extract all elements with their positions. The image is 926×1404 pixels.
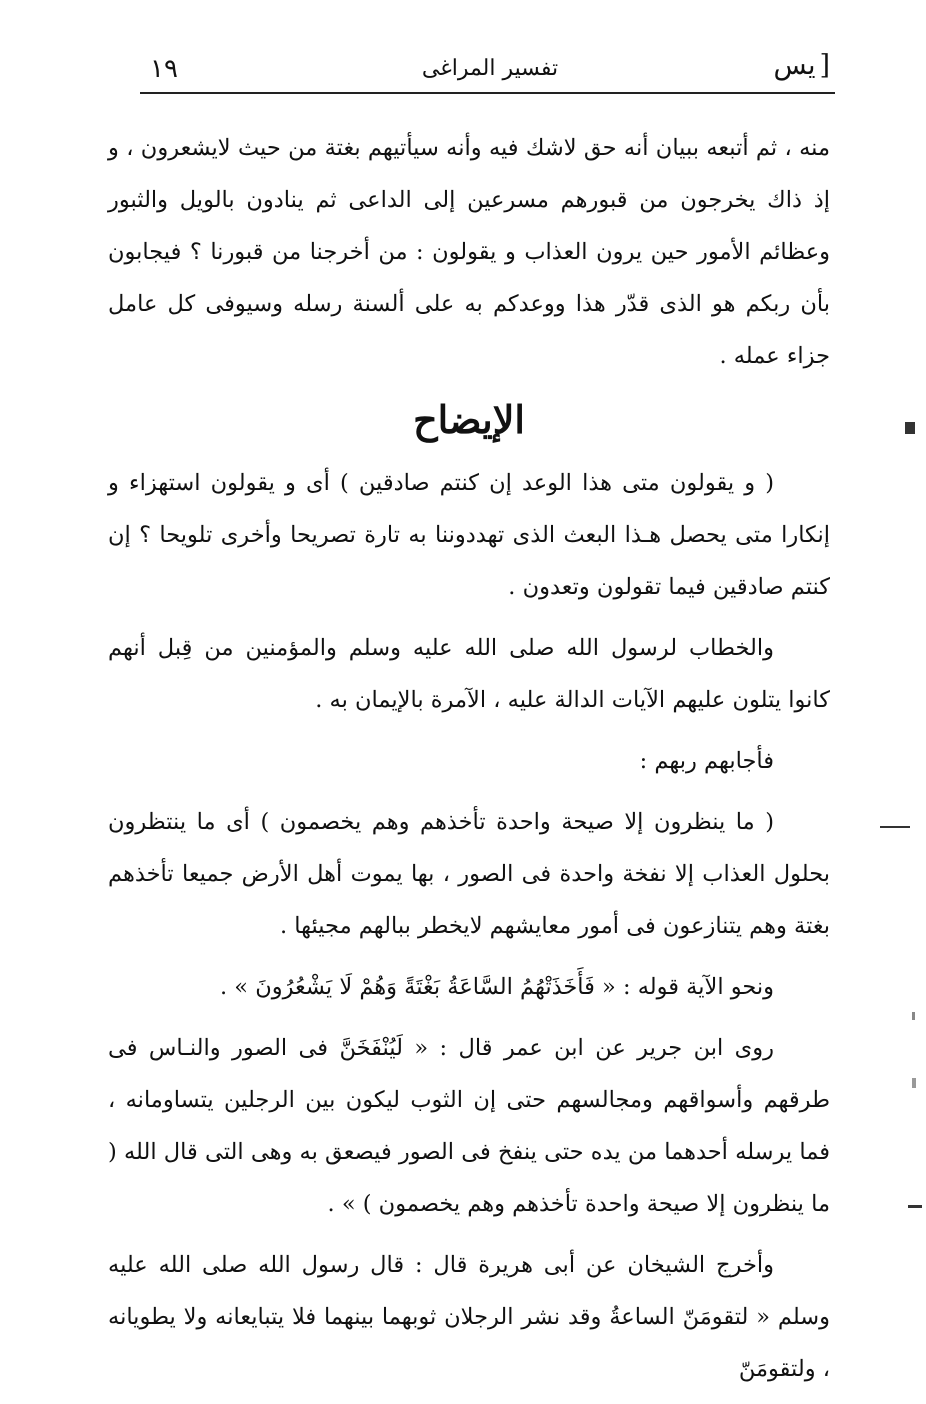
paragraph-1: ( و يقولون متى هذا الوعد إن كنتم صادقين ) أى و يقولون استهزاء و إنكارا متى يحصل هـذا البعث الذى تهددوننا به تارة تصريحا وأخرى تلويحا ؟ إن كنتم صادقين فيما تقولون وتعدون . bbox=[108, 470, 830, 600]
section-heading: الإيضاح bbox=[413, 397, 525, 442]
running-header bbox=[150, 38, 830, 98]
margin-mark bbox=[905, 422, 915, 434]
paragraph-6: روى ابن جرير عن ابن عمر قال : « لَيُنْفَخَنَّ فى الصور والنـاس فى طرقهم وأسواقهم ومجالسهم حتى إن الثوب ليكون بين الرجلين يتساومانه ، فما يرسله أحدهما من يده حتى ينفخ فى الصور فيصعق به وهى التى قال الله ( ما ينظرون إلا صيحة واحدة تأخذهم وهم يخصمون ) » . bbox=[108, 1035, 830, 1217]
intro-paragraph: منه ، ثم أتبعه ببيان أنه حق لاشك فيه وأنه سيأتيهم بغتة من حيث لايشعرون ، و إذ ذاك يخرجون من قبورهم مسرعين إلى الداعى ثم ينادون بالويل والثبور وعظائم الأمور حين يرون العذاب و يقولون : من أخرجنا من قبورنا ؟ فيجابون بأن ربكم هو الذى قدّر هذا ووعدكم به على ألسنة رسله وسيوفى كل عامل جزاء عمله . bbox=[108, 135, 830, 369]
margin-mark bbox=[880, 826, 910, 828]
header-rule bbox=[140, 92, 835, 94]
book-title: تفسير المراغى bbox=[421, 56, 559, 81]
margin-mark bbox=[912, 1012, 915, 1020]
margin-mark bbox=[908, 1205, 922, 1208]
paragraph-5: ونحو الآية قوله : « فَأَخَذَتْهُمُ السَّاعَةُ بَغْتَةً وَهُمْ لَا يَشْعُرُونَ » . bbox=[219, 974, 774, 1000]
surah-label: يس bbox=[773, 50, 816, 81]
paragraph-7: وأخرج الشيخان عن أبى هريرة قال : قال رسول الله صلى الله عليه وسلم « لتقومَنّ الساعةُ وقد نشر الرجلان ثوبهما بينهما فلا يتبايعانه ولا يطويانه ، ولتقومَنّ bbox=[108, 1252, 830, 1382]
page-body bbox=[108, 122, 830, 1404]
paragraph-2: والخطاب لرسول الله صلى الله عليه وسلم والمؤمنين من قِبل أنهم كانوا يتلون عليهم الآيات الدالة عليه ، الآمرة بالإيمان به . bbox=[108, 635, 830, 713]
paragraph-3: فأجابهم ربهم : bbox=[639, 748, 774, 774]
page-number: ١٩ bbox=[150, 54, 178, 84]
surah-name bbox=[774, 46, 830, 86]
header-bracket: [ bbox=[819, 50, 830, 81]
margin-mark bbox=[912, 1078, 916, 1088]
paragraph-4: ( ما ينظرون إلا صيحة واحدة تأخذهم وهم يخصمون ) أى ما ينتظرون بحلول العذاب إلا نفخة واحدة فى الصور ، بها يموت أهل الأرض جميعا تأخذهم بغتة وهم يتنازعون فى أمور معايشهم لايخطر ببالهم مجيئها . bbox=[108, 809, 830, 939]
